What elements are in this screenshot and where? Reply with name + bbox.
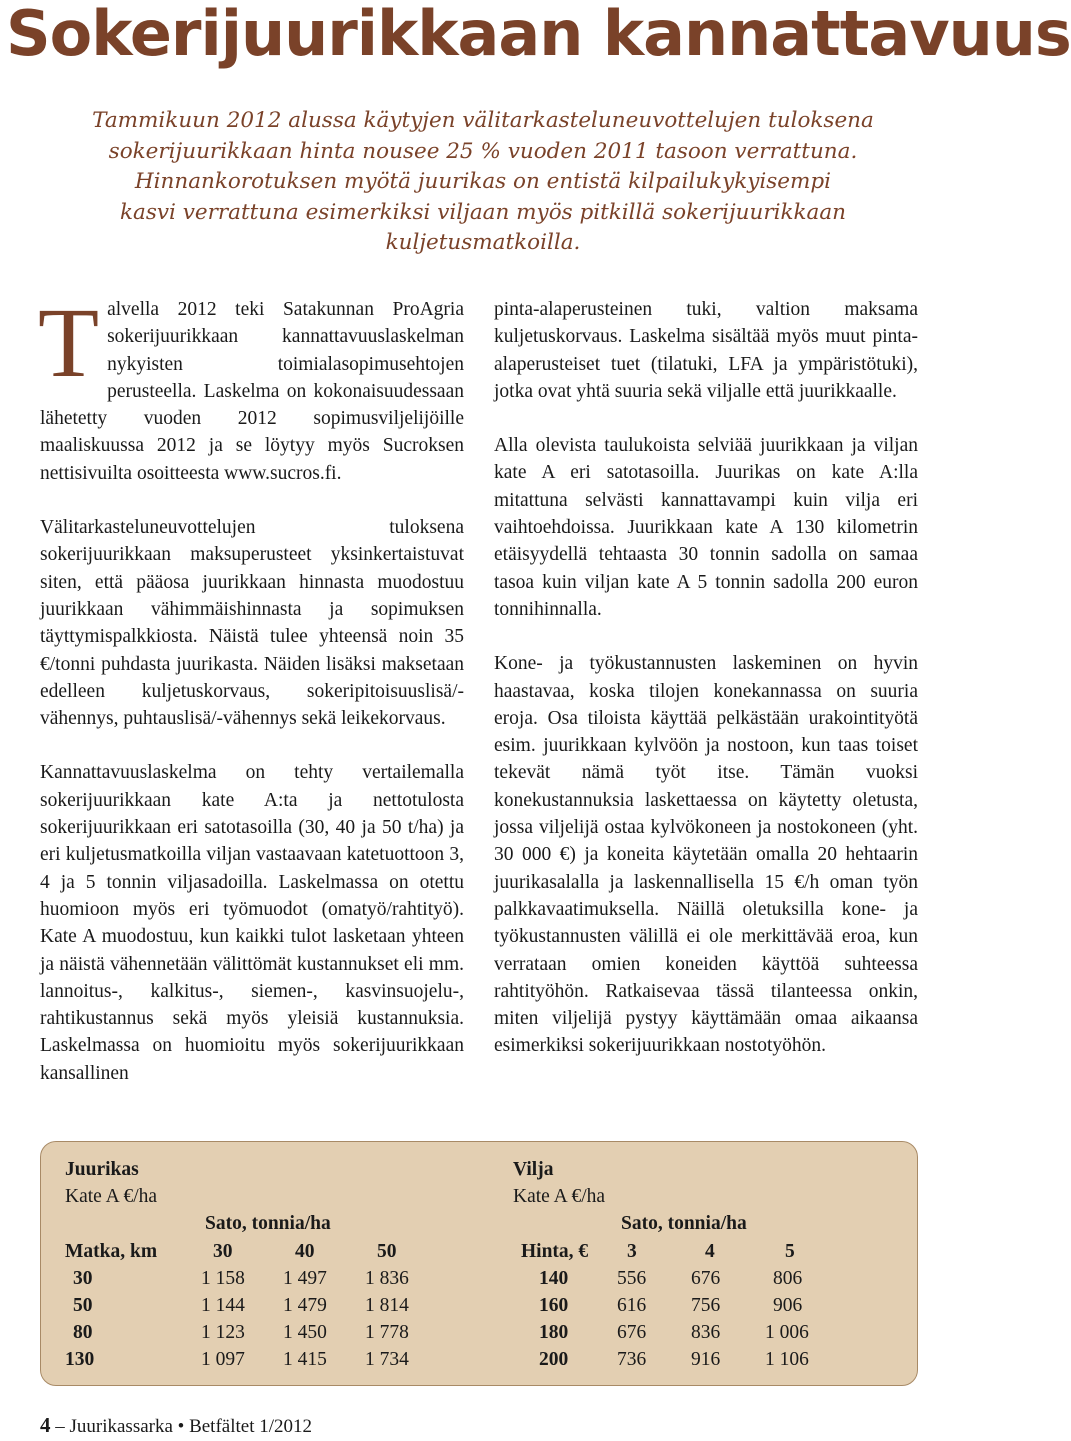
lead-line: sokerijuurikkaan hinta nousee 25 % vuoden 2011 tasoon verrattuna. — [108, 138, 858, 164]
header-row — [513, 1238, 795, 1265]
table-row — [513, 1265, 803, 1292]
header-row — [65, 1238, 397, 1265]
cell-value: 1 144 — [201, 1294, 245, 1316]
cell-value: 1 415 — [283, 1349, 327, 1371]
cell-value: 806 — [773, 1267, 803, 1289]
left-column — [38, 287, 464, 1114]
column-header: 5 — [785, 1240, 795, 1262]
lead-paragraph — [70, 106, 896, 259]
lead-line: Tammikuun 2012 alussa käytyjen välitarkasteluneuvottelujen tuloksena — [92, 108, 874, 133]
paragraph: pinta-alaperusteinen tuki, valtion maksama kuljetuskorvaus. Laskelma sisältää myös muut pinta-alaperusteiset tuet (tilatuki, LFA ja ympäristötuki), jotka ovat yhtä suuria sekä viljalle että juurikkaalle. — [494, 299, 918, 402]
paragraph: Alla olevista taulukoista selviää juurikkaan ja viljan kate A eri satotasoilla. Juurikas on kate A:lla mitattuna selvästi kannattavampi kuin vilja eri vaihtoehdoissa. Juurikkaan kate A 130 kilometrin etäisyydellä tehtaasta 30 tonnin sadolla on samaa tasoa kuin viljan kate A 5 tonnin sadolla 200 euron tonnihinnalla. — [494, 435, 918, 620]
table-row — [513, 1319, 809, 1346]
cell-value: 836 — [691, 1322, 721, 1344]
row-key: 80 — [73, 1322, 93, 1344]
article-title: Sokerijuurikkaan kannattavuus — [6, 0, 1071, 70]
cell-value: 676 — [691, 1267, 721, 1289]
paragraph-text: alvella 2012 teki Satakunnan ProAgria sokerijuurikkaan kannattavuuslaskelman nykyisten toimialasopimusehtojen perusteella. Laskelma on kokonaisuudessaan lähetetty vuoden 2012 sopimusviljelijöille maaliskuussa 2012 ja se löytyy myös Sucroksen nettisivuilta osoitteesta www.sucros.fi. — [40, 299, 464, 484]
row-header: Matka, km — [65, 1240, 158, 1262]
drop-cap: T — [38, 287, 100, 398]
group-header: Sato, tonnia/ha — [621, 1213, 747, 1235]
cell-value: 1 450 — [283, 1322, 327, 1344]
cell-value: 1 106 — [765, 1349, 809, 1371]
table-row — [513, 1346, 809, 1373]
column-header: 3 — [627, 1240, 637, 1262]
lead-line: kuljetusmatkoilla. — [385, 230, 581, 255]
juurikas-table — [65, 1156, 409, 1374]
cell-value: 1 158 — [201, 1267, 245, 1289]
row-header: Hinta, € — [521, 1240, 589, 1262]
table-title: Juurikas — [65, 1159, 139, 1180]
paragraph: Kone- ja työkustannusten laskeminen on hyvin haastavaa, koska tilojen konekannassa on suuria eroja. Osa tiloista käyttää pelkästään urakointityötä esim. juurikkaan kylvöön ja nostoon, kun taas toiset tekevät nämä työt itse. Tämän vuoksi konekustannuksia laskettaessa on käytetty oletusta, jossa viljelijä ostaa kylvökoneen ja nostokoneen (yht. 30 000 €) ja koneita käytetään omalla 20 hehtaarin juurikasalalla ja laskennallisella 15 €/h oman työn palkkavaatimuksella. Näillä oletuksilla kone- ja työkustannusten välillä ei ole merkittävää eroa, kun verrataan omien koneiden käyttöä suhteessa rahtityöhön. Ratkaisevaa tässä tilanteessa onkin, miten viljelijä pystyy käyttämään omaa aikaansa esimerkiksi sokerijuurikkaan nostotyöhön. — [494, 653, 918, 1057]
lead-line: kasvi verrattuna esimerkiksi viljaan myös pitkillä sokerijuurikkaan — [119, 199, 847, 225]
table-row — [513, 1292, 803, 1319]
cell-value: 676 — [617, 1322, 647, 1344]
cell-value: 756 — [691, 1294, 721, 1316]
cell-value: 1 497 — [283, 1267, 327, 1289]
cell-value: 1 734 — [365, 1349, 409, 1371]
cell-value: 1 814 — [365, 1294, 409, 1316]
row-key: 140 — [539, 1267, 569, 1289]
paragraph — [38, 287, 464, 487]
vilja-table — [513, 1156, 809, 1374]
cell-value: 1 778 — [365, 1322, 409, 1344]
cell-value: 736 — [617, 1349, 647, 1371]
paragraph: Välitarkasteluneuvottelujen tuloksena sokerijuurikkaan maksuperusteet yksinkertaistuvat siten, että pääosa juurikkaan hinnasta muodostuu juurikkaan vähimmäishinnasta ja sopimuksen täyttymispalkkiosta. Näistä tulee yhteensä noin 35 €/tonni puhdasta juurikasta. Näiden lisäksi maksetaan edelleen kuljetuskorvaus, sokeripitoisuuslisä/-vähennys, puhtauslisä/-vähennys sekä leikekorvaus. — [40, 517, 464, 730]
column-header: 4 — [705, 1240, 715, 1262]
row-key: 160 — [539, 1294, 569, 1316]
row-key: 30 — [73, 1267, 93, 1289]
table-subtitle: Kate A €/ha — [65, 1186, 158, 1208]
row-key: 50 — [73, 1294, 93, 1316]
column-header: 40 — [295, 1240, 315, 1262]
table-row — [65, 1292, 409, 1319]
cell-value: 1 836 — [365, 1267, 409, 1289]
right-column — [494, 296, 918, 1087]
table-title: Vilja — [513, 1159, 554, 1180]
table-subtitle: Kate A €/ha — [513, 1186, 606, 1208]
cell-value: 1 097 — [201, 1349, 245, 1371]
table-row — [65, 1265, 409, 1292]
cell-value: 1 123 — [201, 1322, 245, 1344]
page-number: 4 — [40, 1413, 51, 1437]
page-footer — [40, 1411, 312, 1439]
cell-value: 556 — [617, 1267, 647, 1289]
column-header: 30 — [213, 1240, 233, 1262]
publication-name: – Juurikassarka • Betfältet 1/2012 — [55, 1416, 313, 1437]
row-key: 200 — [539, 1349, 569, 1371]
lead-line: Hinnankorotuksen myötä juurikas on entistä kilpailukykyisempi — [134, 169, 832, 194]
row-key: 180 — [539, 1322, 569, 1344]
cell-value: 1 479 — [283, 1294, 327, 1316]
data-tables-box — [40, 1141, 918, 1386]
group-header: Sato, tonnia/ha — [205, 1213, 331, 1235]
cell-value: 1 006 — [765, 1322, 809, 1344]
table-row — [65, 1319, 409, 1346]
cell-value: 616 — [617, 1294, 647, 1316]
table-row — [65, 1346, 409, 1373]
row-key: 130 — [65, 1349, 95, 1371]
paragraph: Kannattavuuslaskelma on tehty vertailemalla sokerijuurikkaan kate A:ta ja nettotulosta sokerijuurikkaan eri satotasoilla (30, 40 ja 50 t/ha) ja eri kuljetusmatkoilla viljan vastaavaan katetuottoon 3, 4 ja 5 tonnin viljasadoilla. Laskelmassa on otettu huomioon myös eri työmuodot (omatyö/rahtityö). Kate A muodostuu, kun kaikki tulot lasketaan yhteen ja näistä vähennetään välittömät kustannukset eli mm. lannoitus-, kalkitus-, siemen-, kasvinsuojelu-, rahtikustannus sekä myös yleisiä kustannuksia. Laskelmassa on huomioitu myös sokerijuurikkaan kansallinen — [40, 762, 464, 1084]
cell-value: 906 — [773, 1294, 803, 1316]
column-header: 50 — [377, 1240, 397, 1262]
cell-value: 916 — [691, 1349, 721, 1371]
